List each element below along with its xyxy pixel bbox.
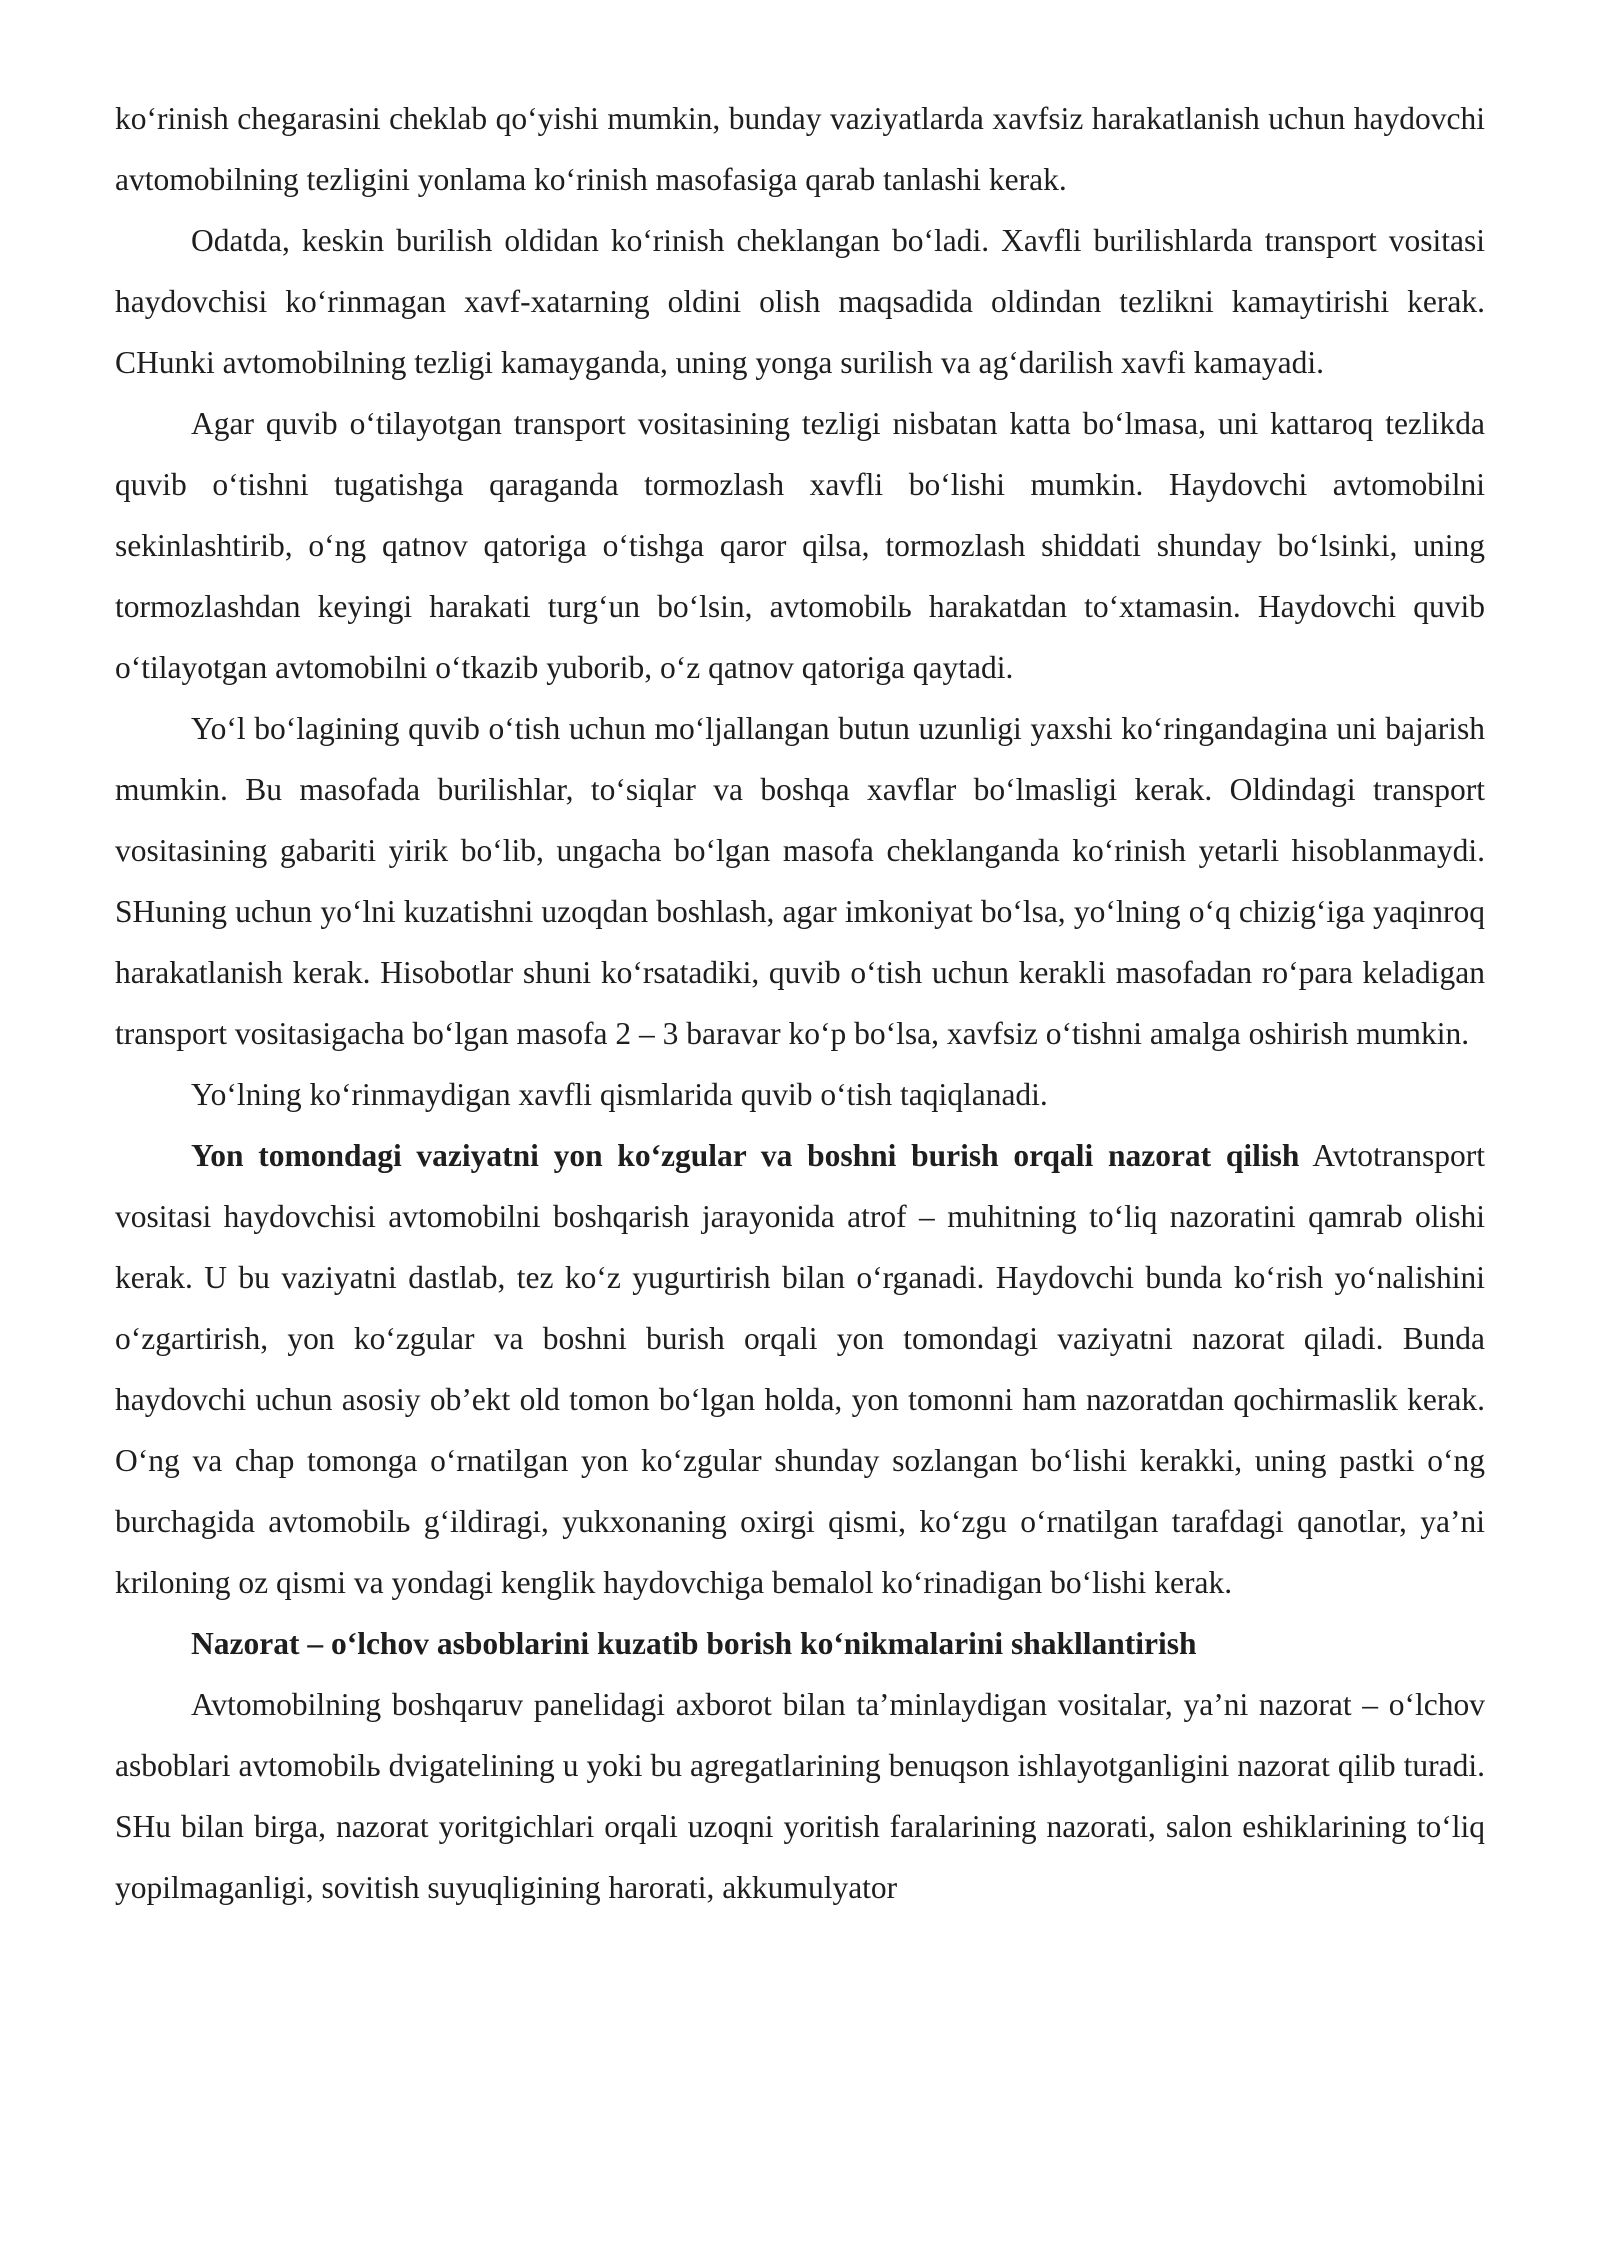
paragraph-1: ko‘rinish chegarasini cheklab qo‘yishi mumkin, bunday vaziyatlarda xavfsiz harakatlanish uchun haydovchi avtomobilning tezligini yonlama ko‘rinish masofasiga qarab tanlashi kerak. — [115, 101, 1485, 197]
section-1-paragraph — [115, 1125, 1485, 1613]
document-page — [115, 88, 1485, 1918]
paragraph-4: Yo‘l bo‘lagining quvib o‘tish uchun mo‘ljallangan butun uzunligi yaxshi ko‘ringandagina uni bajarish mumkin. Bu masofada burilishlar, to‘siqlar va boshqa xavflar bo‘lmasligi kerak. Oldindagi transport vositasining gabariti yirik bo‘lib, ungacha bo‘lgan masofa cheklanganda ko‘rinish yetarli hisoblanmaydi. SHuning uchun yo‘lni kuzatishni uzoqdan boshlash, agar imkoniyat bo‘lsa, yo‘lning o‘q chizig‘iga yaqinroq harakatlanish kerak. Hisobotlar shuni ko‘rsatadiki, quvib o‘tish uchun kerakli masofadan ro‘para keladigan transport vositasigacha bo‘lgan masofa 2 – 3 baravar ko‘p bo‘lsa, xavfsiz o‘tishni amalga oshirish mumkin. — [115, 711, 1485, 1051]
section-1-text: Avtotransport vositasi haydovchisi avtomobilni boshqarish jarayonida atrof – muhitning to‘liq nazoratini qamrab olishi kerak. U bu vaziyatni dastlab, tez ko‘z yugurtirish bilan o‘rganadi. Haydovchi bunda ko‘rish yo‘nalishini o‘zgartirish, yon ko‘zgular va boshni burish orqali yon tomondagi vaziyatni nazorat qiladi. Bunda haydovchi uchun asosiy ob’ekt old tomon bo‘lgan holda, yon tomonni ham nazoratdan qochirmaslik kerak. O‘ng va chap tomonga o‘rnatilgan yon ko‘zgular shunday sozlangan bo‘lishi kerakki, uning pastki o‘ng burchagida avtomobilь g‘ildiragi, yukxonaning oxirgi qismi, ko‘zgu o‘rnatilgan tarafdagi qanotlar, ya’ni kriloning oz qismi va yondagi kenglik haydovchiga bemalol ko‘rinadigan bo‘lishi kerak. — [115, 1138, 1485, 1600]
section-1-heading: Yon tomondagi vaziyatni yon ko‘zgular va boshni burish orqali nazorat qilish — [191, 1138, 1300, 1173]
section-2-text: Avtomobilning boshqaruv panelidagi axborot bilan ta’minlaydigan vositalar, ya’ni nazorat – o‘lchov asboblari avtomobilь dvigatelining u yoki bu agregatlarining benuqson ishlayotganligini nazorat qilib turadi. SHu bilan birga, nazorat yoritgichlari orqali uzoqni yoritish faralarining nazorati, salon eshiklarining to‘liq yopilmaganligi, sovitish suyuqligining harorati, akkumulyator — [115, 1687, 1485, 1905]
paragraph-5: Yo‘lning ko‘rinmaydigan xavfli qismlarida quvib o‘tish taqiqlanadi. — [191, 1077, 1048, 1112]
section-2-heading: Nazorat – o‘lchov asboblarini kuzatib borish ko‘nikmalarini shakllantirish — [191, 1626, 1197, 1661]
paragraph-2: Odatda, keskin burilish oldidan ko‘rinish cheklangan bo‘ladi. Xavfli burilishlarda transport vositasi haydovchisi ko‘rinmagan xavf-xatarning oldini olish maqsadida oldindan tezlikni kamaytirishi kerak. CHunki avtomobilning tezligi kamayganda, uning yonga surilish va ag‘darilish xavfi kamayadi. — [115, 223, 1485, 380]
paragraph-3: Agar quvib o‘tilayotgan transport vositasining tezligi nisbatan katta bo‘lmasa, uni kattaroq tezlikda quvib o‘tishni tugatishga qaraganda tormozlash xavfli bo‘lishi mumkin. Haydovchi avtomobilni sekinlashtirib, o‘ng qatnov qatoriga o‘tishga qaror qilsa, tormozlash shiddati shunday bo‘lsinki, uning tormozlashdan keyingi harakati turg‘un bo‘lsin, avtomobilь harakatdan to‘xtamasin. Haydovchi quvib o‘tilayotgan avtomobilni o‘tkazib yuborib, o‘z qatnov qatoriga qaytadi. — [115, 406, 1485, 685]
